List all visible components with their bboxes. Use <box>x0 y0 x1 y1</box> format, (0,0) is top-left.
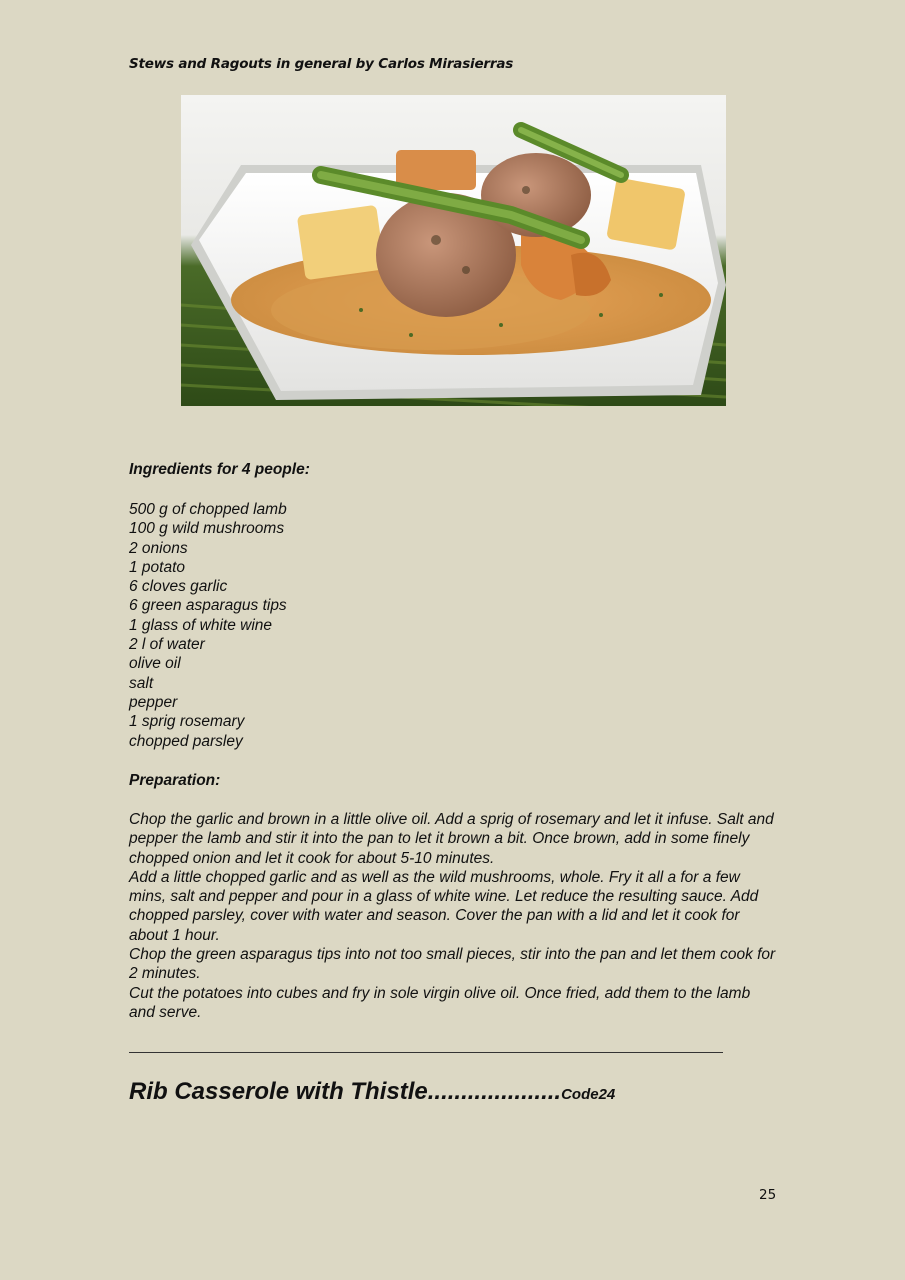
ingredient-item: 1 potato <box>129 558 186 576</box>
ingredient-item: 2 onions <box>129 539 188 557</box>
preparation-paragraph: Add a little chopped garlic and as well as the wild mushrooms, whole. Fry it all a for a few mins, salt and pepper and pour in a glass of white wine. Let reduce the resulting sauce. Add chopped parsley, cover with water and season. Cover the pan with a lid and let it cook for about 1 hour. <box>129 868 759 944</box>
ingredient-item: 100 g wild mushrooms <box>129 520 285 538</box>
page-number: 25 <box>759 1187 777 1203</box>
next-recipe-title <box>129 1078 615 1106</box>
ingredient-item: olive oil <box>129 655 181 673</box>
running-header: Stews and Ragouts in general by Carlos Mirasierras <box>129 56 514 72</box>
ingredient-item: salt <box>129 674 154 692</box>
ingredient-item: chopped parsley <box>129 732 243 750</box>
ingredient-list <box>129 500 779 751</box>
preparation-body <box>129 810 779 1022</box>
section-divider <box>129 1052 723 1053</box>
ingredient-item: 500 g of chopped lamb <box>129 501 287 518</box>
ingredient-item: 6 green asparagus tips <box>129 597 287 615</box>
preparation-paragraph: Cut the potatoes into cubes and fry in sole virgin olive oil. Once fried, add them to the lamb and serve. <box>129 984 751 1021</box>
next-recipe-name: Rib Casserole with Thistle.................... <box>129 1078 562 1105</box>
ingredient-item: pepper <box>129 693 178 711</box>
preparation-paragraph: Chop the garlic and brown in a little olive oil. Add a sprig of rosemary and let it infuse. Salt and pepper the lamb and stir it into the pan to let it brown a bit. Once brown, add in some finely chopped onion and let it cook for about 5-10 minutes. <box>129 811 774 867</box>
ingredient-item: 1 sprig rosemary <box>129 713 245 731</box>
preparation-paragraph: Chop the green asparagus tips into not too small pieces, stir into the pan and let them cook for 2 minutes. <box>129 946 776 983</box>
preparation-heading: Preparation: <box>129 772 221 789</box>
ingredients-heading: Ingredients for 4 people: <box>129 461 310 478</box>
ingredient-item: 6 cloves garlic <box>129 578 228 596</box>
ingredient-item: 1 glass of white wine <box>129 616 273 634</box>
recipe-code: Code24 <box>561 1086 616 1103</box>
lamb-stew-photo <box>181 95 726 406</box>
ingredient-item: 2 l of water <box>129 636 205 654</box>
